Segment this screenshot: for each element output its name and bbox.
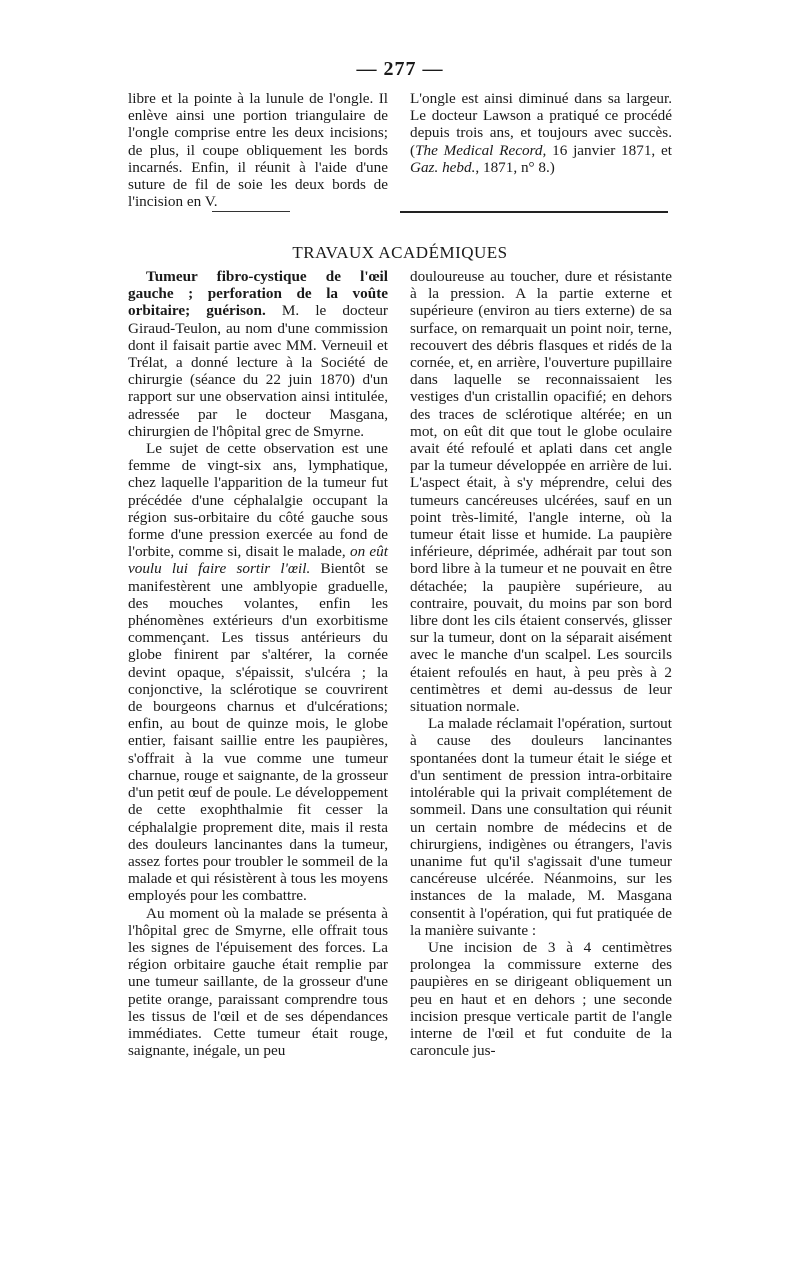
journal-reference: The Medical Record,	[415, 141, 547, 159]
paragraph: Une incision de 3 à 4 centimètres prolongea la commissure externe des paupières en se dirigeant obliquement un peu en haut et en dehors ; une seconde incision presque verticale partit de l'angle interne de l'œil et fut conduite de la caroncule jus-	[410, 938, 672, 1060]
paragraph: La malade réclamait l'opération, surtout à cause des douleurs lancinantes spontanées dont la tumeur était le siége et d'un sentiment de pression intra-orbitaire intolérable qui la privait complétement de sommeil. Dans une consultation qui réunit un certain nombre de médecins et de chirurgiens, indigènes ou étrangers, l'avis unanime fut qu'il s'agissait d'une tumeur cancéreuse ulcérée. Néanmoins, sur les instances de la malade, M. Masgana consentit à l'opération, qui fut pratiquée de la manière suivante :	[410, 715, 672, 939]
page-number: — 277 —	[356, 58, 444, 80]
top-right-column	[410, 90, 672, 176]
paragraph	[128, 268, 388, 440]
text-run: M. le docteur Giraud-Teulon, au nom d'une commission dont il faisait partie avec MM. Verneuil et Trélat, a donné lecture à la Société de chirurgie (séance du 22 juin 1870) d'un rapport sur une observation ainsi intitulée, adressée par le docteur Masgana, chirurgien de l'hôpital grec de Smyrne.	[128, 302, 388, 440]
section-title: TRAVAUX ACADÉMIQUES	[292, 243, 508, 262]
article-right-column	[410, 268, 672, 1059]
paragraph	[410, 90, 672, 176]
quote: on eût voulu lui faire sortir l'œil.	[128, 543, 388, 578]
text-run: 16 janvier 1871, et	[546, 141, 672, 159]
short-divider	[212, 211, 290, 212]
text-run: L'ongle est ainsi diminué dans sa largeur. Le docteur Lawson a pratiqué ce procédé depuis trois ans, et toujours avec succès. (	[410, 90, 672, 159]
text-run: , 1871, n° 8.)	[475, 158, 555, 176]
article-left-column	[128, 268, 388, 1059]
paragraph: douloureuse au toucher, dure et résistante à la pression. A la partie externe et supérieure (environ au tiers externe) de sa surface, on remarquait un point noir, terne, recouvert des débris flasques et ridés de la cornée, et, en arrière, l'ouverture pupillaire dans laquelle se reconnaissaient les vestiges d'un cristallin opacifié; en dehors des traces de sclérotique altérée; en un mot, on eût dit que tout le globe oculaire avait été refoulé et aplati dans cet angle par la tumeur développée en arrière de lui. L'aspect était, à s'y méprendre, celui des tumeurs cancéreuses ulcérées, sauf en un point très-limité, l'angle interne, où la tumeur était lisse et humide. La paupière inférieure, déprimée, adhérait par tout son bord libre à la tumeur et ne pouvait en être détachée; la paupière supérieure, au contraire, pouvait, du moins par son bord libre dont les cils étaient conservés, glisser sur la tumeur, dont on la séparait aisément avec le manche d'un scalpel. Les sourcils étaient refoulés en haut, à peu près à 2 centimètres et demi au-dessus de leur situation normale.	[410, 268, 672, 716]
paragraph	[128, 440, 388, 904]
paragraph: libre et la pointe à la lunule de l'ongle. Il enlève ainsi une portion triangulaire de l'ongle comprise entre les deux incisions; de plus, il coupe obliquement les bords incarnés. Enfin, il réunit à l'aide d'une suture de fil de soie les deux bords de l'incision en V.	[128, 90, 388, 211]
gazette-reference: Gaz. hebd.	[410, 158, 476, 176]
text-run: Bientôt se manifestèrent une amblyopie graduelle, des mouches volantes, enfin les phénomènes extérieurs d'un exorbitisme commençant. Les tissus antérieurs du globe finirent par s'altérer, la cornée devint opaque, s'épaissit, s'ulcéra ; la conjonctive, la sclérotique se couvrirent de bourgeons charnus et d'ulcérations; enfin, au bout de quinze mois, le globe entier, faisant saillie entre les paupières, s'offrait à la vue comme une tumeur charnue, rouge et saignante, de la grosseur d'un petit œuf de poule. Le développement de cette exophthalmie fit cesser la céphalalgie proprement dite, mais il resta des douleurs lancinantes dans la tumeur, assez fortes pour troubler le sommeil de la malade et qui résistèrent à tous les moyens employés pour les combattre.	[128, 560, 388, 905]
text-run: Le sujet de cette observation est une femme de vingt-six ans, lymphatique, chez laquelle l'apparition de la tumeur fut précédée d'une céphalalgie occupant la région sus-orbitaire du côté gauche sous forme d'une pression exercée au fond de l'orbite, comme si, disait le malade,	[128, 440, 388, 561]
paragraph: Au moment où la malade se présenta à l'hôpital grec de Smyrne, elle offrait tous les signes de l'épuisement des forces. La région orbitaire gauche était remplie par une tumeur saillante, de la grosseur d'une petite orange, paraissant comprendre tous les tissus de l'œil et de ses dépendances immédiates. Cette tumeur était rouge, saignante, inégale, un peu	[128, 904, 388, 1060]
article-title: Tumeur fibro-cystique de l'œil gauche ; perforation de la voûte orbitaire; guérison.	[128, 268, 388, 320]
section-divider	[400, 211, 668, 213]
top-left-column	[128, 90, 388, 210]
